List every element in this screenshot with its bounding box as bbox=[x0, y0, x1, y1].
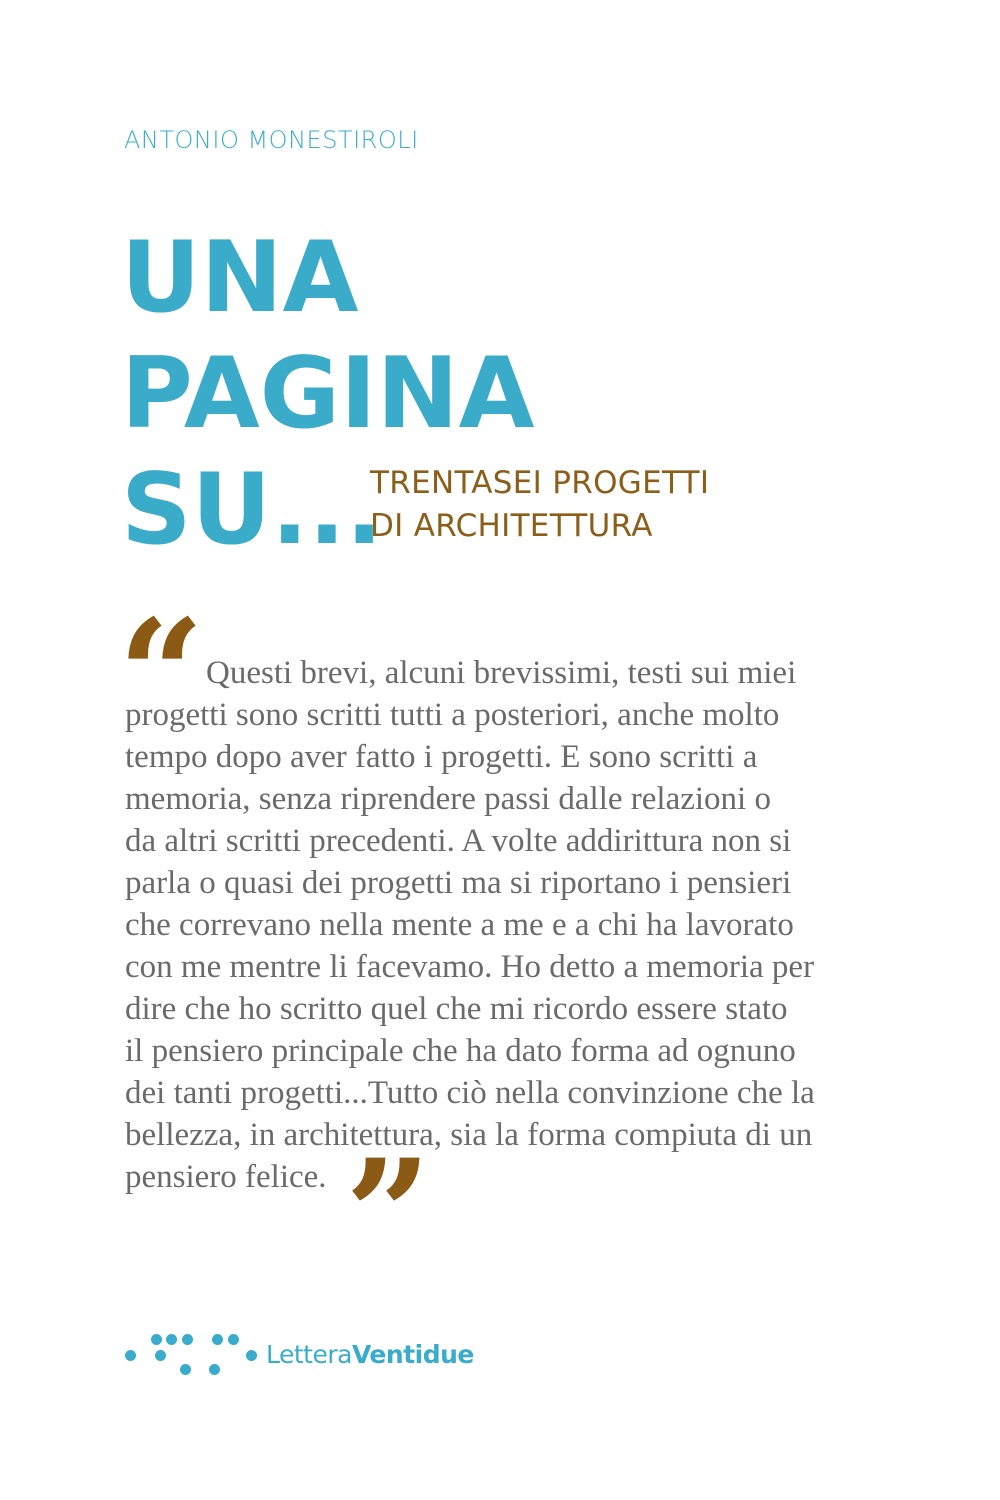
quote-line: dei tanti progetti...Tutto ciò nella convinzione che la bbox=[125, 1075, 815, 1111]
quote-line: il pensiero principale che ha dato forma ad ognuno bbox=[125, 1033, 796, 1069]
publisher-name-bold: Ventidue bbox=[351, 1340, 474, 1369]
quote-line: tempo dopo aver fatto i progetti. E sono scritti a bbox=[125, 739, 758, 775]
quote-line: progetti sono scritti tutti a posteriori, anche molto bbox=[125, 697, 780, 733]
quote-line: parla o quasi dei progetti ma si riportano i pensieri bbox=[125, 865, 792, 901]
publisher-logo bbox=[120, 1325, 480, 1385]
author-name: ANTONIO MONESTIROLI bbox=[124, 126, 419, 154]
quote-line: Questi brevi, alcuni brevissimi, testi sui miei bbox=[206, 655, 797, 691]
title-line-1: UNA bbox=[121, 221, 359, 335]
quote-line: dire che ho scritto quel che mi ricordo essere stato bbox=[125, 991, 788, 1027]
title-line-2: PAGINA bbox=[121, 337, 535, 451]
book-subtitle bbox=[370, 462, 709, 548]
quote-line: bellezza, in architettura, sia la forma compiuta di un bbox=[125, 1117, 813, 1153]
close-quote-icon: ” bbox=[345, 1127, 432, 1303]
blurb-quote bbox=[125, 652, 885, 1198]
subtitle-line-2: DI ARCHITETTURA bbox=[370, 508, 653, 544]
open-quote-icon: “ bbox=[118, 587, 205, 763]
publisher-name-regular: Lettera bbox=[266, 1340, 352, 1369]
title-line-3: SU... bbox=[121, 453, 383, 567]
quote-line: da altri scritti precedenti. A volte addirittura non si bbox=[125, 823, 792, 859]
subtitle-line-1: TRENTASEI PROGETTI bbox=[370, 465, 710, 501]
quote-line: pensiero felice. bbox=[125, 1159, 327, 1195]
quote-line: che correvano nella mente a me e a chi ha lavorato bbox=[125, 907, 794, 943]
quote-line: con me mentre li facevamo. Ho detto a memoria per bbox=[125, 949, 815, 985]
publisher-name bbox=[266, 1340, 474, 1369]
quote-line: memoria, senza riprendere passi dalle relazioni o bbox=[125, 781, 771, 817]
